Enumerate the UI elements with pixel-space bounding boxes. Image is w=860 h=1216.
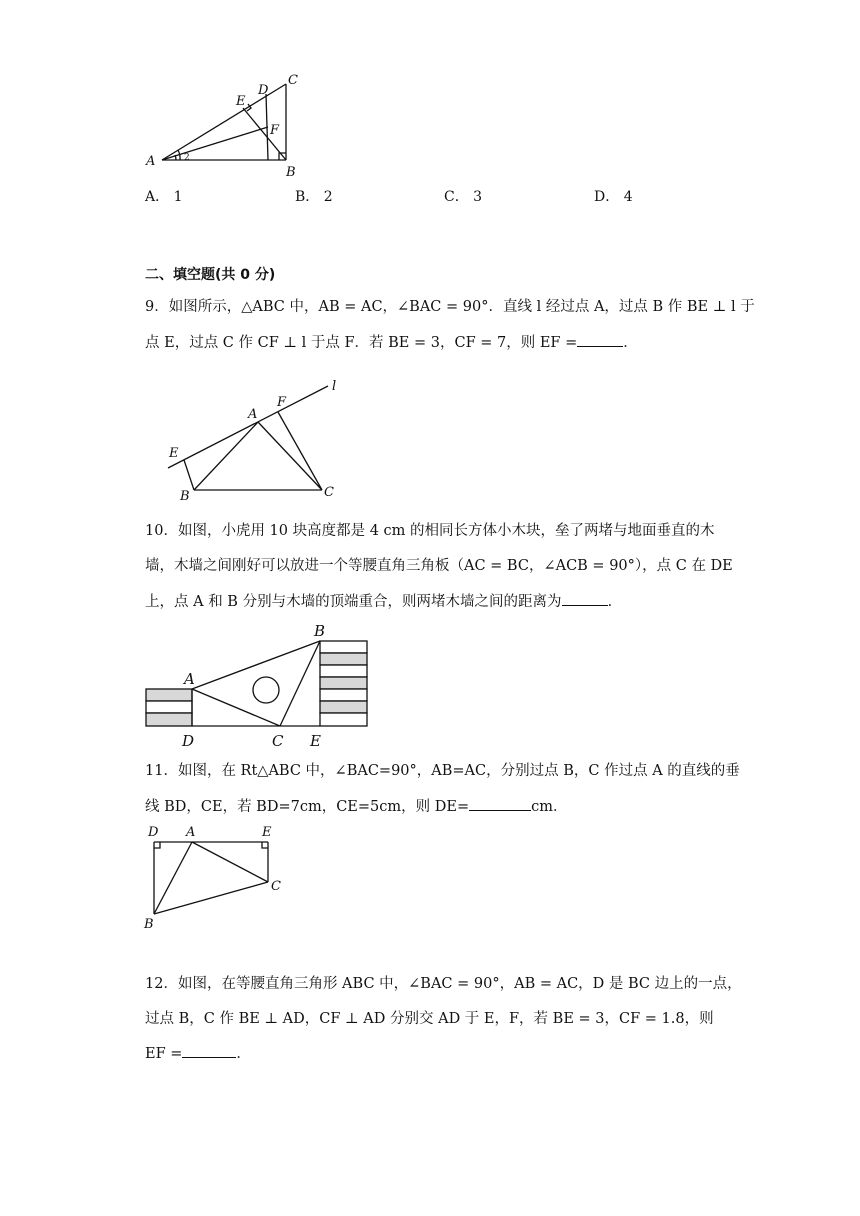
fig8-label-b: B [286,165,296,180]
choice-a[interactable]: A． 1 [145,189,183,205]
fig9-label-c: C [324,485,334,500]
fig9-label-b: B [180,489,190,501]
choice-b[interactable]: B． 2 [295,189,333,205]
fig8-label-a: A [146,154,156,169]
q11-line2: 线 BD，CE，若 BD=7cm，CE=5cm，则 DE= cm． [145,796,567,817]
fig8-label-d: D [258,83,269,98]
fig8-label-angle: 2 [184,153,190,163]
fig10-label-d: D [182,732,195,750]
choice-c[interactable]: C． 3 [444,189,483,205]
q10-line1: 10．如图，小虎用 10 块高度都是 4 cm 的相同长方体小木块，垒了两堵与地面垂直的木 [145,523,715,539]
fig9-label-l: l [332,379,337,394]
q12-line2: 过点 B，C 作 BE ⊥ AD，CF ⊥ AD 分别交 AD 于 E，F，若 BE = 3，CF = 1.8，则 [145,1011,714,1027]
section-title: 二、填空题(共 0 分) [145,267,276,283]
fig11-label-a: A [186,825,196,840]
fig9-label-f: F [277,395,287,410]
figure-q11 [140,822,290,934]
q11-line1: 11．如图，在 Rt△ABC 中，∠BAC=90°，AB=AC，分别过点 B，C 作过点 A 的直线的垂 [145,763,740,779]
q10-answer-blank[interactable] [562,591,608,606]
q9-line1: 9．如图所示，△ABC 中，AB = AC，∠BAC = 90°．直线 l 经过点 A，过点 B 作 BE ⊥ l 于 [145,299,755,315]
figure-q8 [140,72,310,182]
fig11-label-e: E [262,825,272,840]
fig11-label-c: C [271,879,281,894]
fig8-label-f: F [270,123,280,138]
q12-line1: 12．如图，在等腰直角三角形 ABC 中，∠BAC = 90°，AB = AC，D 是 BC 边上的一点， [145,976,742,992]
q9-line2: 点 E，过点 C 作 CF ⊥ l 于点 F．若 BE = 3，CF = 7，则 EF = ． [145,332,638,353]
q10-line2: 墙，木墙之间刚好可以放进一个等腰直角三角板（AC = BC，∠ACB = 90°），点 C 在 DE [145,558,733,574]
fig9-label-e: E [169,446,179,461]
q10-line3: 上，点 A 和 B 分别与木墙的顶端重合，则两堵木墙之间的距离为 ． [145,591,622,612]
fig11-label-b: B [144,917,154,932]
fig8-label-c: C [288,73,298,88]
figure-q10 [140,620,380,750]
fig10-label-c: C [272,732,284,750]
figure-q9 [160,376,360,501]
fig10-label-e: E [310,732,321,750]
q12-answer-blank[interactable] [182,1043,236,1058]
fig9-label-a: A [248,407,258,422]
choice-d[interactable]: D． 4 [594,189,633,205]
fig10-label-b: B [314,622,326,640]
q11-answer-blank[interactable] [469,796,531,811]
fig8-label-e: E [236,94,246,109]
fig11-label-d: D [148,825,159,840]
fig10-label-a: A [184,670,195,688]
q12-line3: EF = ． [145,1043,251,1064]
q9-answer-blank[interactable] [577,332,623,347]
